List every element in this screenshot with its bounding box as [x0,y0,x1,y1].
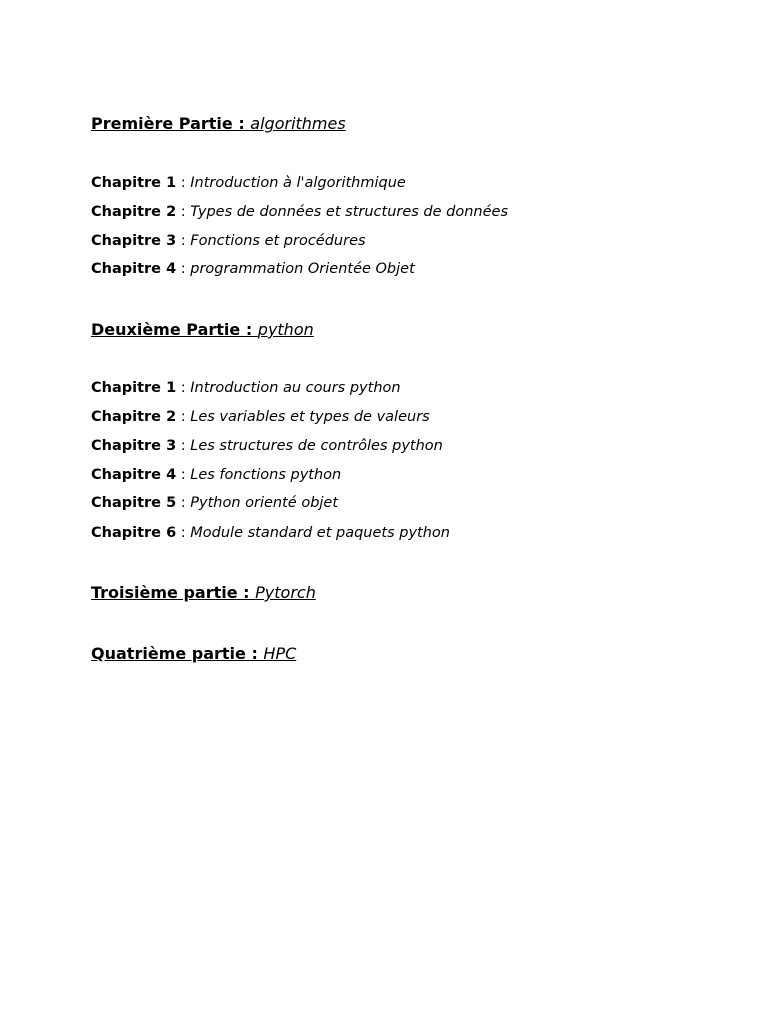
chapter-title: Python orienté objet [190,495,339,511]
chapter-number: Chapitre 3 [91,233,177,249]
chapter-number: Chapitre 1 [91,380,177,396]
chapter-number: Chapitre 3 [91,438,177,454]
chapter-separator: : [176,204,191,220]
chapter-number: Chapitre 4 [91,467,177,483]
chapter-line [91,260,415,278]
part-label: Deuxième Partie : [91,320,258,339]
chapter-line [91,203,508,221]
chapter-line [91,232,366,250]
chapter-title: Les variables et types de valeurs [190,409,430,425]
chapter-number: Chapitre 2 [91,409,177,425]
chapter-line [91,466,341,484]
chapter-line [91,524,450,542]
part-heading-3 [91,583,316,603]
chapter-separator: : [176,261,191,277]
chapter-separator: : [176,380,191,396]
chapter-title: Les structures de contrôles python [190,438,443,454]
chapter-line [91,408,430,426]
part-topic: python [257,320,314,339]
part-topic: HPC [263,644,297,663]
chapter-line [91,494,338,512]
chapter-title: Types de données et structures de données [190,204,509,220]
chapter-line [91,174,406,192]
chapter-separator: : [176,525,191,541]
chapter-title: Introduction au cours python [190,380,401,396]
part-label: Quatrième partie : [91,644,264,663]
part-label: Troisième partie : [91,583,256,602]
chapter-separator: : [176,438,191,454]
part-heading-1 [91,114,346,134]
chapter-number: Chapitre 1 [91,175,177,191]
part-topic: algorithmes [250,114,346,133]
part-heading-4 [91,644,296,664]
chapter-separator: : [176,409,191,425]
chapter-title: programmation Orientée Objet [190,261,415,277]
chapter-separator: : [176,467,191,483]
chapter-title: Les fonctions python [190,467,342,483]
part-topic: Pytorch [255,583,316,602]
part-heading-2 [91,320,314,340]
chapter-title: Fonctions et procédures [190,233,366,249]
chapter-separator: : [176,495,191,511]
chapter-number: Chapitre 6 [91,525,177,541]
chapter-line [91,379,401,397]
chapter-title: Introduction à l'algorithmique [190,175,406,191]
chapter-separator: : [176,233,191,249]
chapter-number: Chapitre 2 [91,204,177,220]
chapter-number: Chapitre 5 [91,495,177,511]
chapter-title: Module standard et paquets python [190,525,450,541]
chapter-line [91,437,443,455]
chapter-number: Chapitre 4 [91,261,177,277]
part-label: Première Partie : [91,114,251,133]
chapter-separator: : [176,175,191,191]
